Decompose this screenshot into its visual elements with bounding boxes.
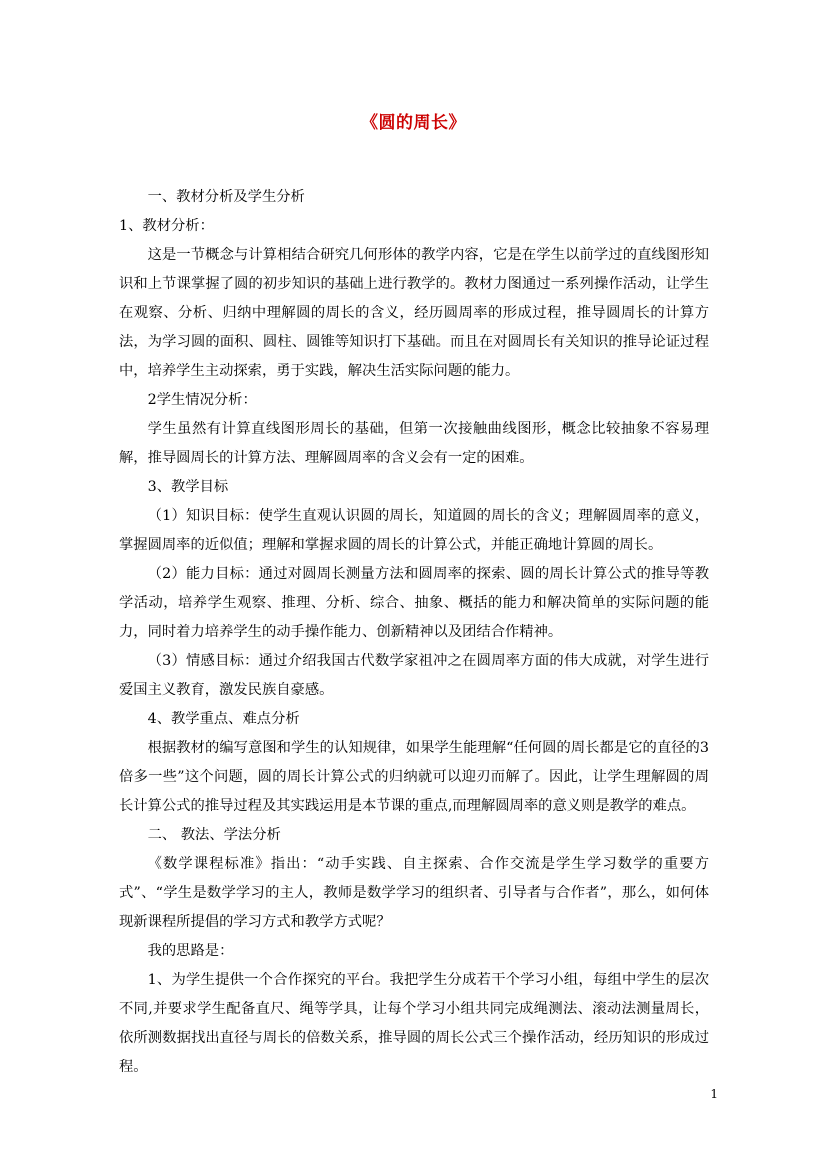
paragraph: （2）能力目标：通过对圆周长测量方法和圆周率的探索、圆的周长计算公式的推导等教学活动，培养学生观察、推理、分析、综合、抽象、概括的能力和解决简单的实际问题的能力，同时着力培养学生的动手操作能力、创新精神以及团结合作精神。 bbox=[119, 566, 709, 640]
paragraph: 《数学课程标准》指出：“动手实践、自主探索、合作交流是学生学习数学的重要方式”、“学生是数学学习的主人，教师是数学学习的组织者、引导者与合作者”，那么，如何体现新课程所提倡的学习方式和教学方式呢？ bbox=[119, 856, 709, 930]
paragraph: （1）知识目标：使学生直观认识圆的周长，知道圆的周长的含义；理解圆周率的意义，掌握圆周率的近似值；理解和掌握求圆的周长的计算公式，并能正确地计算圆的周长。 bbox=[119, 508, 709, 553]
section-heading: 一、教材分析及学生分析 bbox=[147, 189, 305, 205]
subsection-heading: 2学生情况分析： bbox=[147, 392, 257, 408]
subsection-heading: 1、教材分析： bbox=[119, 218, 214, 234]
section-heading: 二、 教法、学法分析 bbox=[147, 827, 281, 843]
paragraph: 学生虽然有计算直线图形周长的基础，但第一次接触曲线图形，概念比较抽象不容易理解，推导圆周长的计算方法、理解圆周率的含义会有一定的困难。 bbox=[119, 421, 709, 466]
paragraph: （3）情感目标：通过介绍我国古代数学家祖冲之在圆周率方面的伟大成就，对学生进行爱国主义教育，激发民族自豪感。 bbox=[119, 653, 709, 698]
page-number: 1 bbox=[710, 1087, 718, 1101]
paragraph: 我的思路是： bbox=[147, 943, 234, 959]
paragraph: 根据教材的编写意图和学生的认知规律，如果学生能理解“任何圆的周长都是它的直径的3倍多一些”这个问题，圆的周长计算公式的归纳就可以迎刃而解了。因此，让学生理解圆的周长计算公式的推导过程及其实践运用是本节课的重点,而理解圆周率的意义则是教学的难点。 bbox=[119, 740, 709, 814]
subsection-heading: 4、教学重点、难点分析 bbox=[147, 711, 300, 727]
document-body bbox=[119, 183, 709, 1082]
paragraph: 这是一节概念与计算相结合研究几何形体的教学内容，它是在学生以前学过的直线图形知识和上节课掌握了圆的初步知识的基础上进行教学的。教材力图通过一系列操作活动，让学生在观察、分析、归纳中理解圆的周长的含义，经历圆周率的形成过程，推导圆周长的计算方法，为学习圆的面积、圆柱、圆锥等知识打下基础。而且在对圆周长有关知识的推导论证过程中，培养学生主动探索，勇于实践，解决生活实际问题的能力。 bbox=[119, 247, 709, 379]
subsection-heading: 3、教学目标 bbox=[147, 479, 229, 495]
paragraph: 1、为学生提供一个合作探究的平台。我把学生分成若干个学习小组，每组中学生的层次不同,并要求学生配备直尺、绳等学具，让每个学习小组共同完成绳测法、滚动法测量周长，依所测数据找出直径与周长的倍数关系，推导圆的周长公式三个操作活动，经历知识的形成过程。 bbox=[119, 972, 709, 1075]
document-title: 《圆的周长》 bbox=[361, 113, 466, 133]
